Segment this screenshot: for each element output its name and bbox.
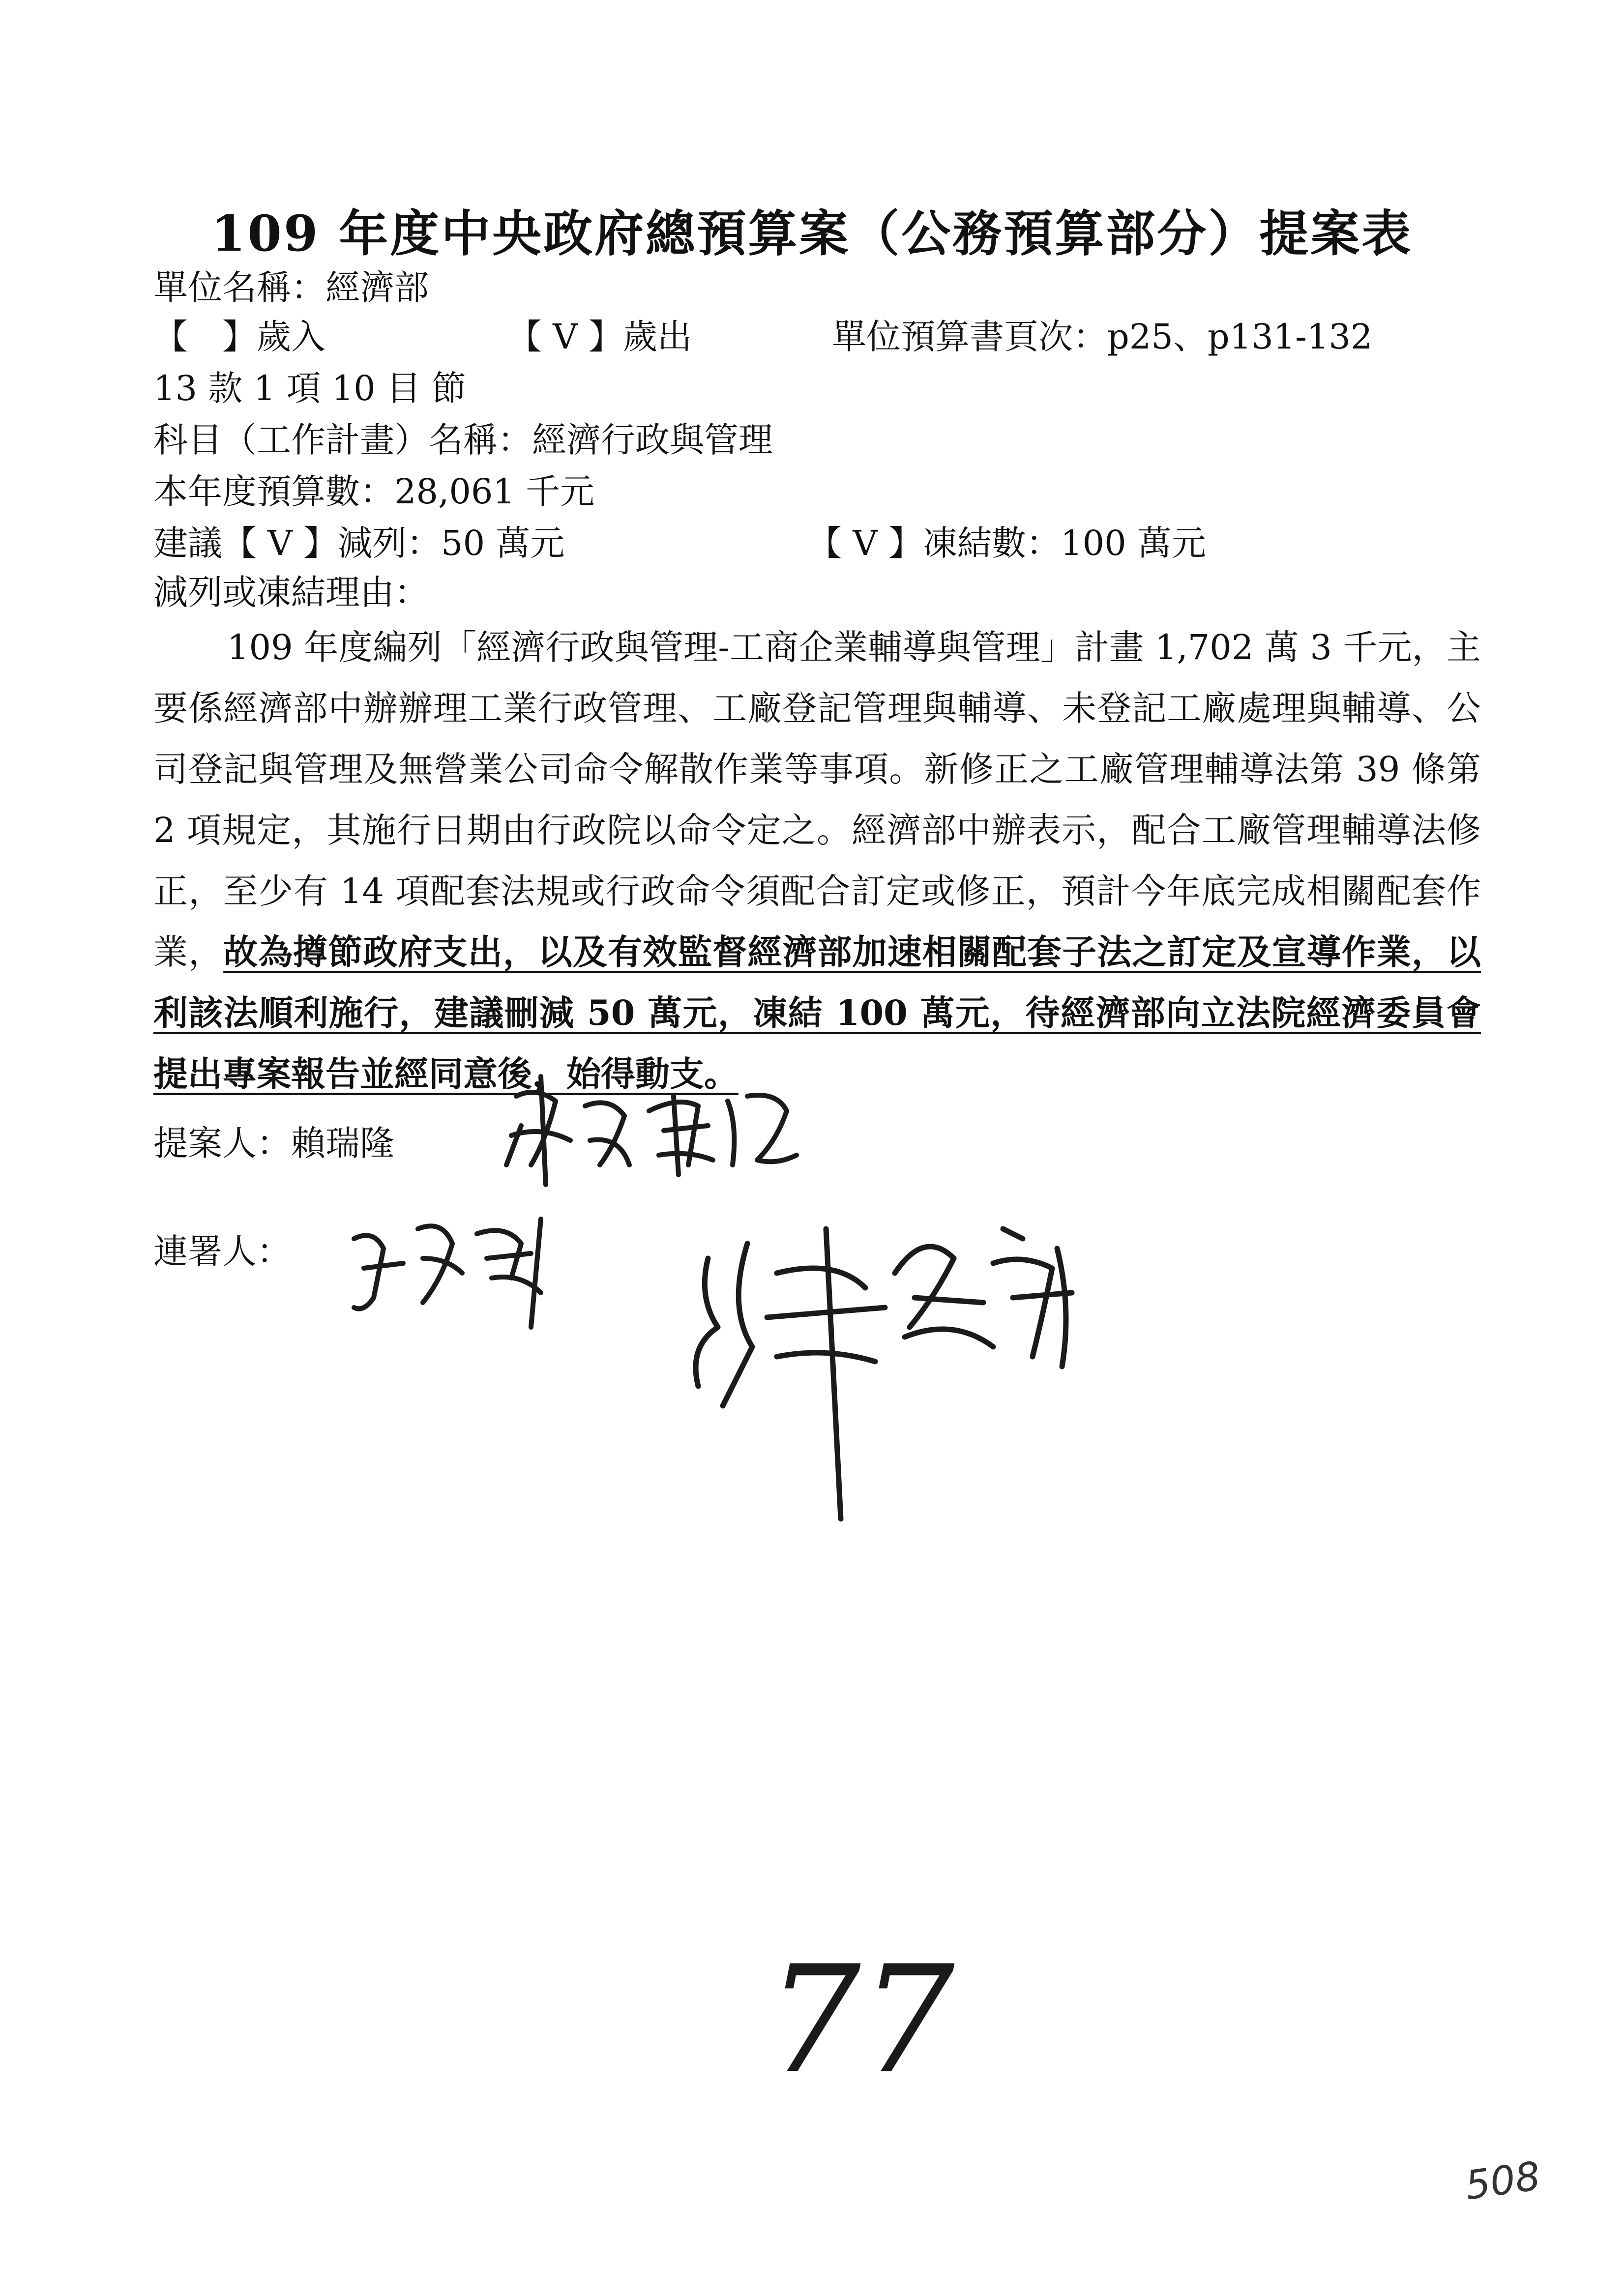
budget-pages: 單位預算書頁次：p25、p131-132 bbox=[832, 317, 1373, 357]
reason-emphasis: 故為撙節政府支出，以及有效監督經濟部加速相關配套子法之訂定及宣導作業，以利該法順利施行，建議刪減 50 萬元，凍結 100 萬元，待經濟部向立法院經濟委員會提出專案報告並經同意後，始得動支。 bbox=[153, 931, 1481, 1094]
classification: 13 款 1 項 10 目 節 bbox=[153, 368, 467, 408]
unit-name: 單位名稱：經濟部 bbox=[153, 267, 429, 308]
budget-amount: 本年度預算數：28,061 千元 bbox=[153, 471, 595, 512]
cut-proposal: 建議【 V 】減列：50 萬元 bbox=[153, 523, 565, 563]
cosigner-signature-1 bbox=[344, 1199, 570, 1337]
cosigner-label: 連署人： bbox=[153, 1231, 291, 1272]
cosigner-signature-2 bbox=[679, 1199, 1101, 1534]
stamp-number: 508 bbox=[1462, 2152, 1543, 2209]
reason-text: 109 年度編列「經濟行政與管理-工商企業輔導與管理」計畫 1,702 萬 3 千元，主要係經濟部中辦辦理工業行政管理、工廠登記管理與輔導、未登記工廠處理與輔導、公司登記與管理及無營業公司命令解散作業等事項。新修正之工廠管理輔導法第 39 條第 2 項規定，其施行日期由行政院以命令定之。經濟部中辦表示，配合工廠管理輔導法修正，至少有 14 項配套法規或行政命令須配合訂定或修正，預計今年底完成相關配套作業， bbox=[153, 627, 1481, 972]
subject: 科目（工作計畫）名稱：經濟行政與管理 bbox=[153, 420, 773, 460]
proposer-label: 提案人：賴瑞隆 bbox=[153, 1123, 394, 1163]
revenue-option: 【 】歲入 bbox=[153, 317, 325, 357]
expenditure-option: 【 V 】歲出 bbox=[507, 317, 692, 357]
document-title: 109 年度中央政府總預算案（公務預算部分）提案表 bbox=[211, 204, 1413, 262]
proposer-signature bbox=[502, 1067, 806, 1194]
freeze-proposal: 【 V 】凍結數：100 萬元 bbox=[807, 523, 1206, 563]
page-number: 77 bbox=[767, 1934, 955, 2106]
reason-paragraph bbox=[153, 617, 1481, 1104]
reason-label: 減列或凍結理由： bbox=[153, 572, 429, 612]
